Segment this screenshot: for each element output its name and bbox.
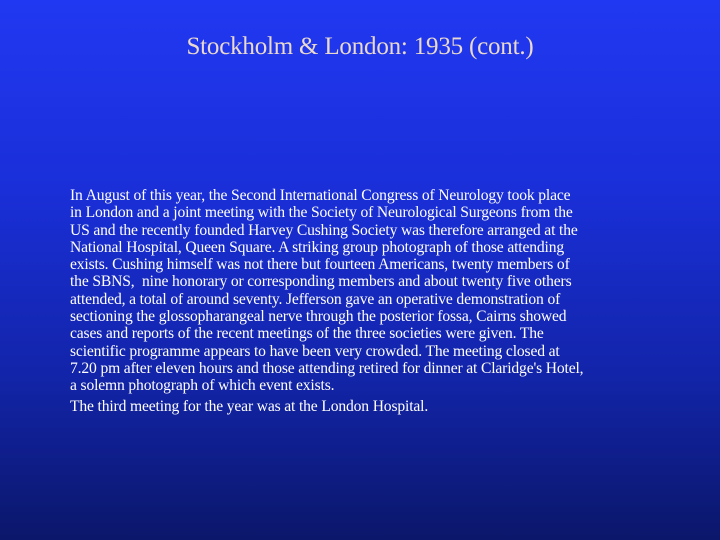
body-paragraph-2: The third meeting for the year was at the London Hospital. — [70, 397, 429, 415]
body-line: 7.20 pm after eleven hours and those attending retired for dinner at Claridge's Hotel, — [70, 359, 584, 377]
body-line: the SBNS, nine honorary or corresponding members and about twenty five others — [70, 273, 572, 291]
body-line: in London and a joint meeting with the Society of Neurological Surgeons from the — [70, 204, 573, 222]
slide-title: Stockholm & London: 1935 (cont.) — [186, 33, 534, 60]
body-line: In August of this year, the Second International Congress of Neurology took place — [70, 187, 571, 204]
body-line: National Hospital, Queen Square. A striking group photograph of those attending — [70, 238, 564, 256]
body-line: attended, a total of around seventy. Jefferson gave an operative demonstration of — [70, 290, 561, 308]
slide-body — [70, 187, 710, 415]
body-line: sectioning the glossopharangeal nerve through the posterior fossa, Cairns showed — [70, 308, 567, 326]
body-line: US and the recently founded Harvey Cushing Society was therefore arranged at the — [70, 221, 578, 239]
body-line: scientific programme appears to have been very crowded. The meeting closed at — [70, 342, 560, 360]
body-line: exists. Cushing himself was not there but fourteen Americans, twenty members of — [70, 256, 570, 274]
body-line: a solemn photograph of which event exists. — [70, 377, 335, 395]
body-line: cases and reports of the recent meetings of the three societies were given. The — [70, 325, 544, 343]
